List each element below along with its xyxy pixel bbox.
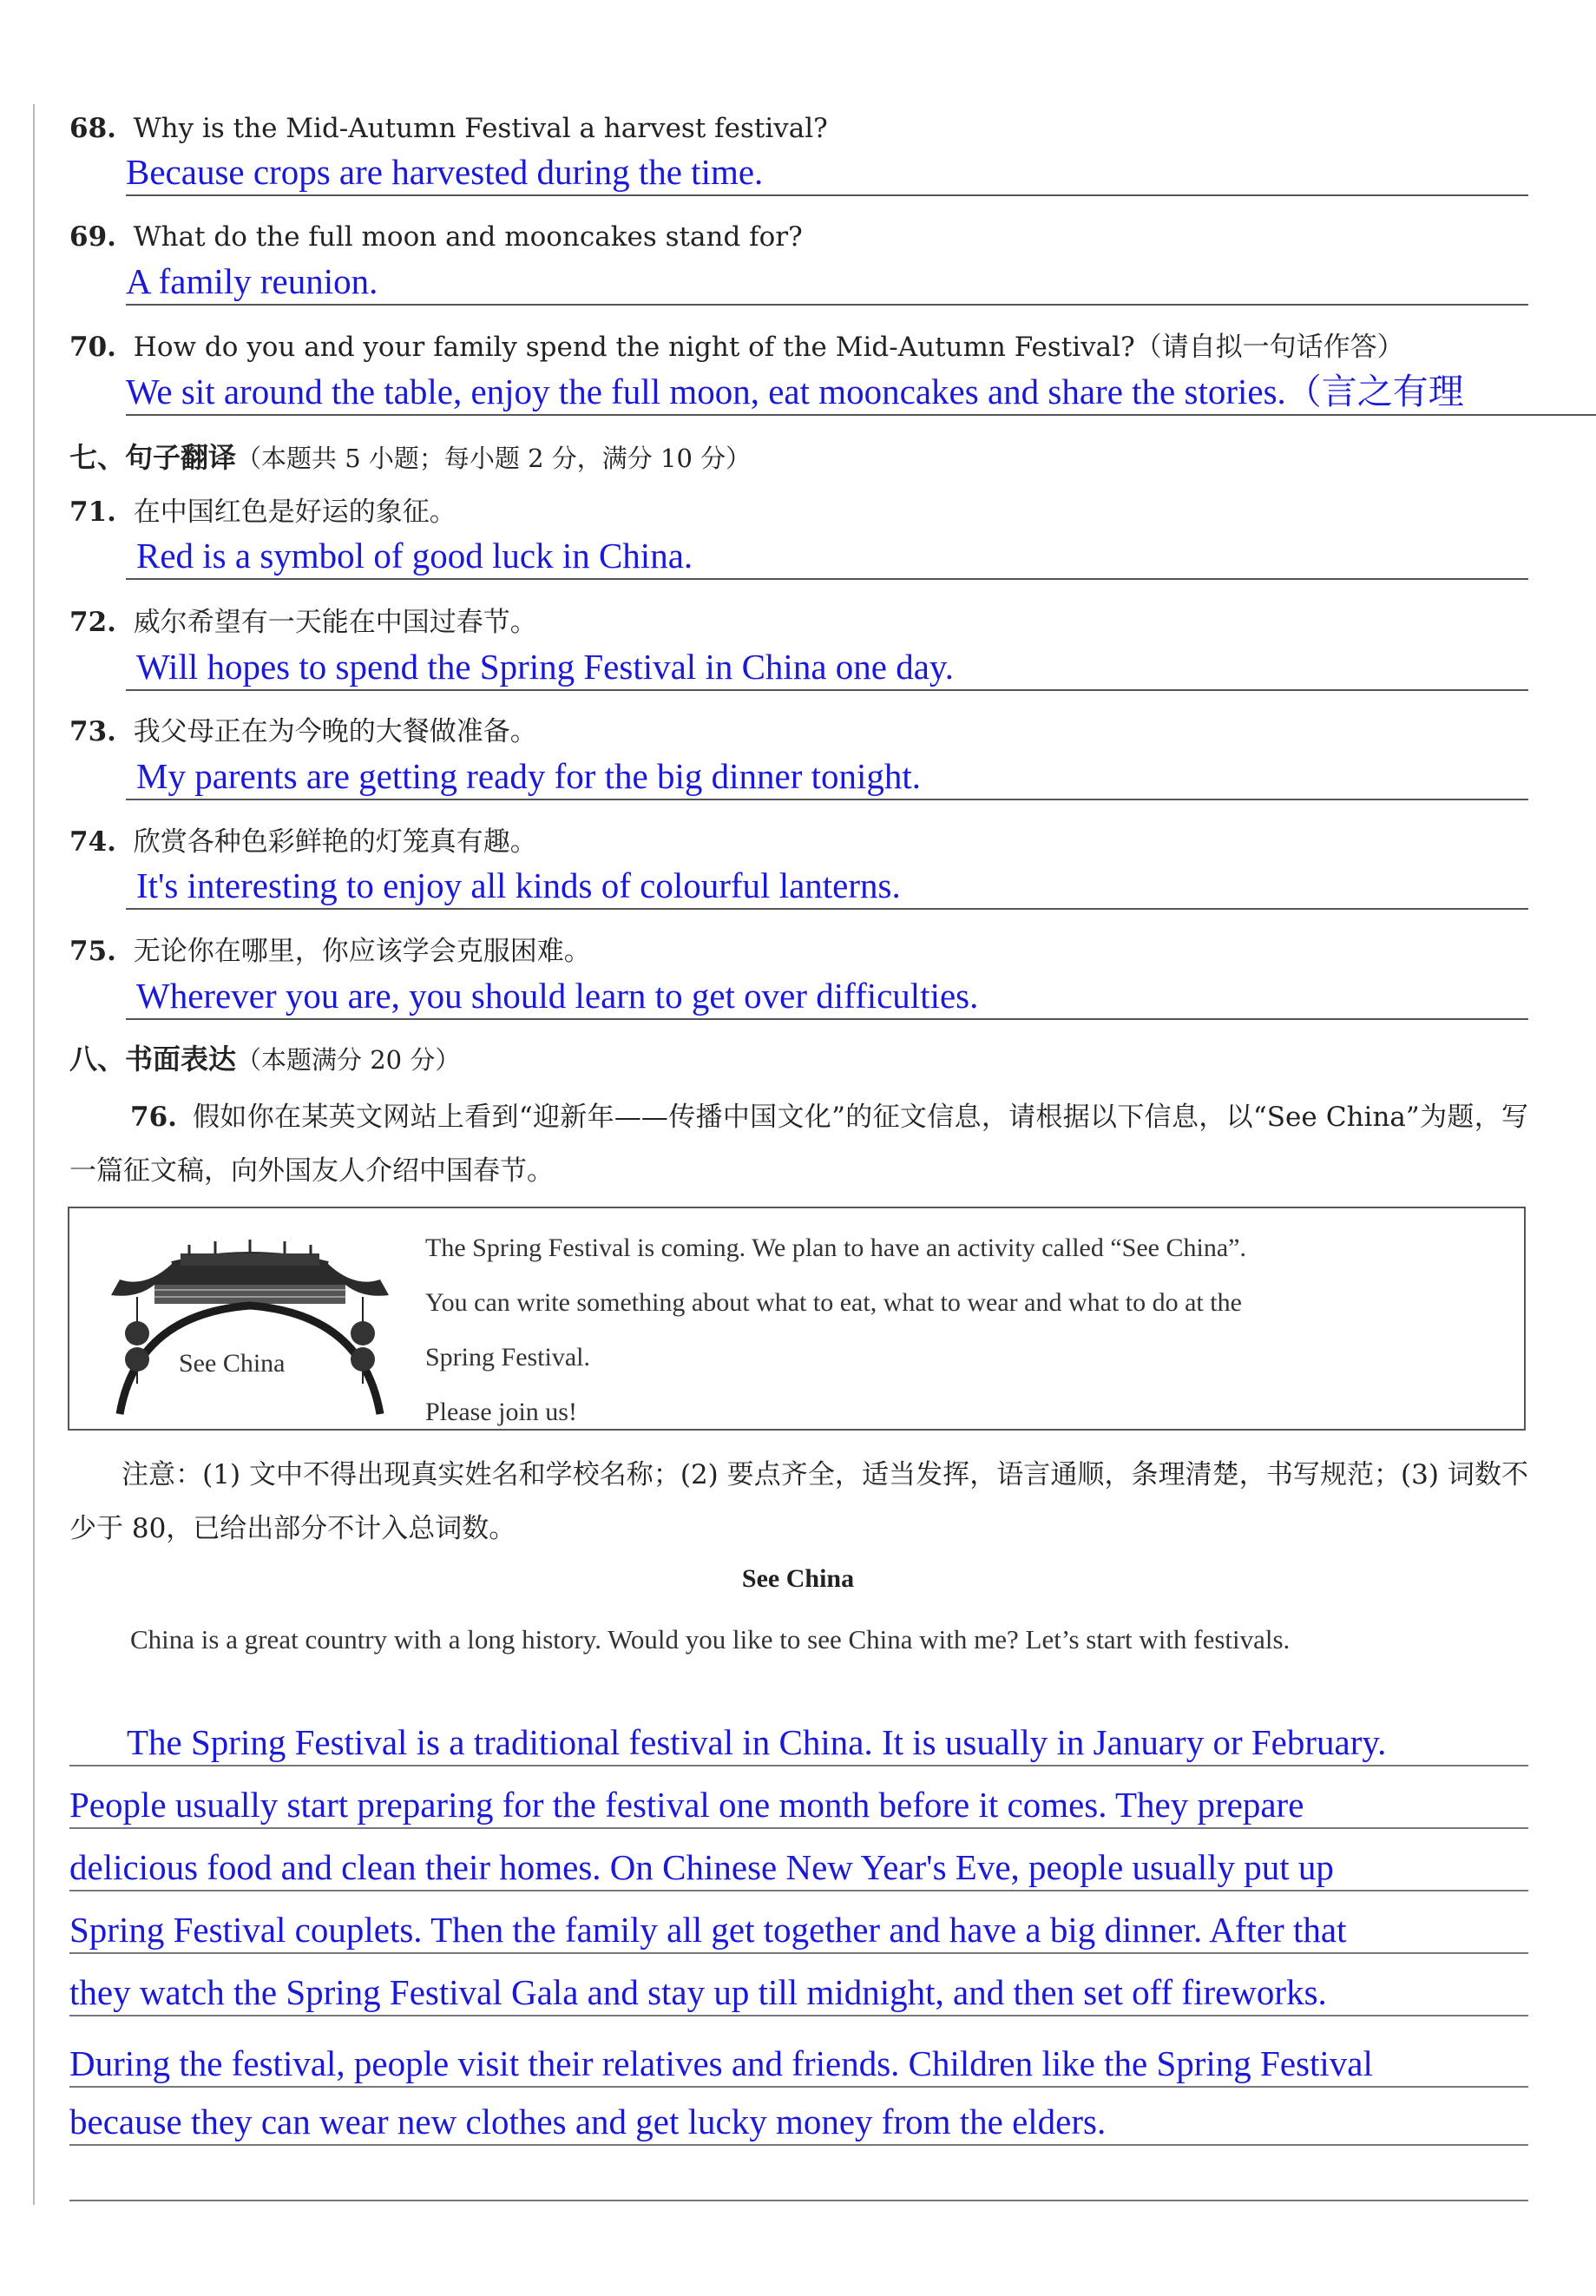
question-73 bbox=[69, 714, 537, 749]
question-number: 76. bbox=[130, 1102, 177, 1133]
blank-writing-line bbox=[69, 2200, 1528, 2201]
essay-title: See China bbox=[741, 1564, 855, 1593]
answer-74: It's interesting to enjoy all kinds of colourful lanterns. bbox=[126, 863, 1528, 910]
question-69 bbox=[69, 220, 803, 254]
section-title: 七、句子翻译 bbox=[69, 441, 237, 474]
essay-line: delicious food and clean their homes. On Chinese New Year's Eve, people usually put up bbox=[69, 1845, 1528, 1891]
answer-72: Will hopes to spend the Spring Festival in China one day. bbox=[126, 644, 1528, 691]
section-8-heading bbox=[69, 1042, 460, 1077]
question-text: 在中国红色是好运的象征。 bbox=[133, 497, 456, 528]
question-text: Why is the Mid-Autumn Festival a harvest festival? bbox=[133, 113, 828, 144]
question-text: How do you and your family spend the night of the Mid-Autumn Festival?（请自拟一句话作答） bbox=[133, 332, 1404, 363]
question-75 bbox=[69, 934, 591, 969]
question-number: 71. bbox=[69, 497, 116, 528]
info-line: Please join us! bbox=[425, 1398, 577, 1426]
answer-73: My parents are getting ready for the big dinner tonight. bbox=[126, 753, 1528, 800]
answer-68: Because crops are harvested during the time. bbox=[126, 149, 1528, 196]
question-number: 70. bbox=[69, 332, 116, 363]
prompt-text: 假如你在某英文网站上看到“迎新年——传播中国文化”的征文信息，请根据以下信息，以“See China”为题，写一篇征文稿，向外国友人介绍中国春节。 bbox=[69, 1102, 1528, 1187]
section-7-heading bbox=[69, 440, 751, 476]
question-text: 无论你在哪里，你应该学会克服困难。 bbox=[133, 936, 591, 967]
pavilion-gate-illustration bbox=[85, 1227, 415, 1418]
question-71 bbox=[69, 495, 456, 530]
essay-line: During the festival, people visit their relatives and friends. Children like the Spring Festival bbox=[69, 2041, 1528, 2088]
question-text: What do the full moon and mooncakes stand for? bbox=[133, 221, 803, 253]
answer-69: A family reunion. bbox=[126, 259, 1528, 306]
question-76-prompt bbox=[69, 1090, 1528, 1198]
section-note: （本题满分 20 分） bbox=[236, 1045, 461, 1075]
question-74 bbox=[69, 825, 537, 859]
essay-intro: China is a great country with a long history. Would you like to see China with me? Let’s start with festivals. bbox=[130, 1624, 1291, 1655]
question-number: 73. bbox=[69, 716, 116, 747]
question-text: 我父母正在为今晚的大餐做准备。 bbox=[133, 716, 537, 747]
question-text: 欣赏各种色彩鲜艳的灯笼真有趣。 bbox=[133, 826, 537, 858]
question-70 bbox=[69, 330, 1404, 365]
info-line: You can write something about what to eat, what to wear and what to do at the bbox=[425, 1288, 1242, 1317]
section-title: 八、书面表达 bbox=[69, 1043, 237, 1076]
activity-info-text bbox=[425, 1220, 1508, 1439]
writing-notice: 注意：(1) 文中不得出现真实姓名和学校名称；(2) 要点齐全，适当发挥，语言通顺，条理清楚，书写规范；(3) 词数不少于 80，已给出部分不计入总词数。 bbox=[69, 1459, 1528, 1544]
question-number: 72. bbox=[69, 607, 116, 638]
activity-info-box bbox=[68, 1207, 1526, 1431]
question-text: 威尔希望有一天能在中国过春节。 bbox=[133, 607, 537, 638]
essay-line: they watch the Spring Festival Gala and stay up till midnight, and then set off fireworks. bbox=[69, 1970, 1528, 2016]
question-72 bbox=[69, 605, 537, 640]
info-line: The Spring Festival is coming. We plan to have an activity called “See China”. bbox=[425, 1234, 1246, 1262]
essay-line: Spring Festival couplets. Then the family all get together and have a big dinner. After that bbox=[69, 1907, 1528, 1954]
answer-71: Red is a symbol of good luck in China. bbox=[126, 533, 1528, 580]
question-number: 74. bbox=[69, 826, 116, 858]
question-number: 68. bbox=[69, 113, 116, 144]
answer-75: Wherever you are, you should learn to get over difficulties. bbox=[126, 973, 1528, 1020]
essay-line: because they can wear new clothes and get lucky money from the elders. bbox=[69, 2099, 1528, 2146]
answer-70: We sit around the table, enjoy the full moon, eat mooncakes and share the stories.（言之有理 bbox=[126, 369, 1596, 416]
question-number: 69. bbox=[69, 221, 116, 253]
question-68 bbox=[69, 111, 828, 146]
essay-line: People usually start preparing for the festival one month before it comes. They prepare bbox=[69, 1782, 1528, 1829]
left-margin-rule bbox=[33, 104, 35, 2205]
section-note: （本题共 5 小题；每小题 2 分，满分 10 分） bbox=[236, 444, 752, 473]
question-number: 75. bbox=[69, 936, 116, 967]
info-line: Spring Festival. bbox=[425, 1343, 591, 1372]
essay-line: The Spring Festival is a traditional festival in China. It is usually in January or February. bbox=[69, 1720, 1528, 1766]
image-caption: See China bbox=[179, 1349, 286, 1378]
